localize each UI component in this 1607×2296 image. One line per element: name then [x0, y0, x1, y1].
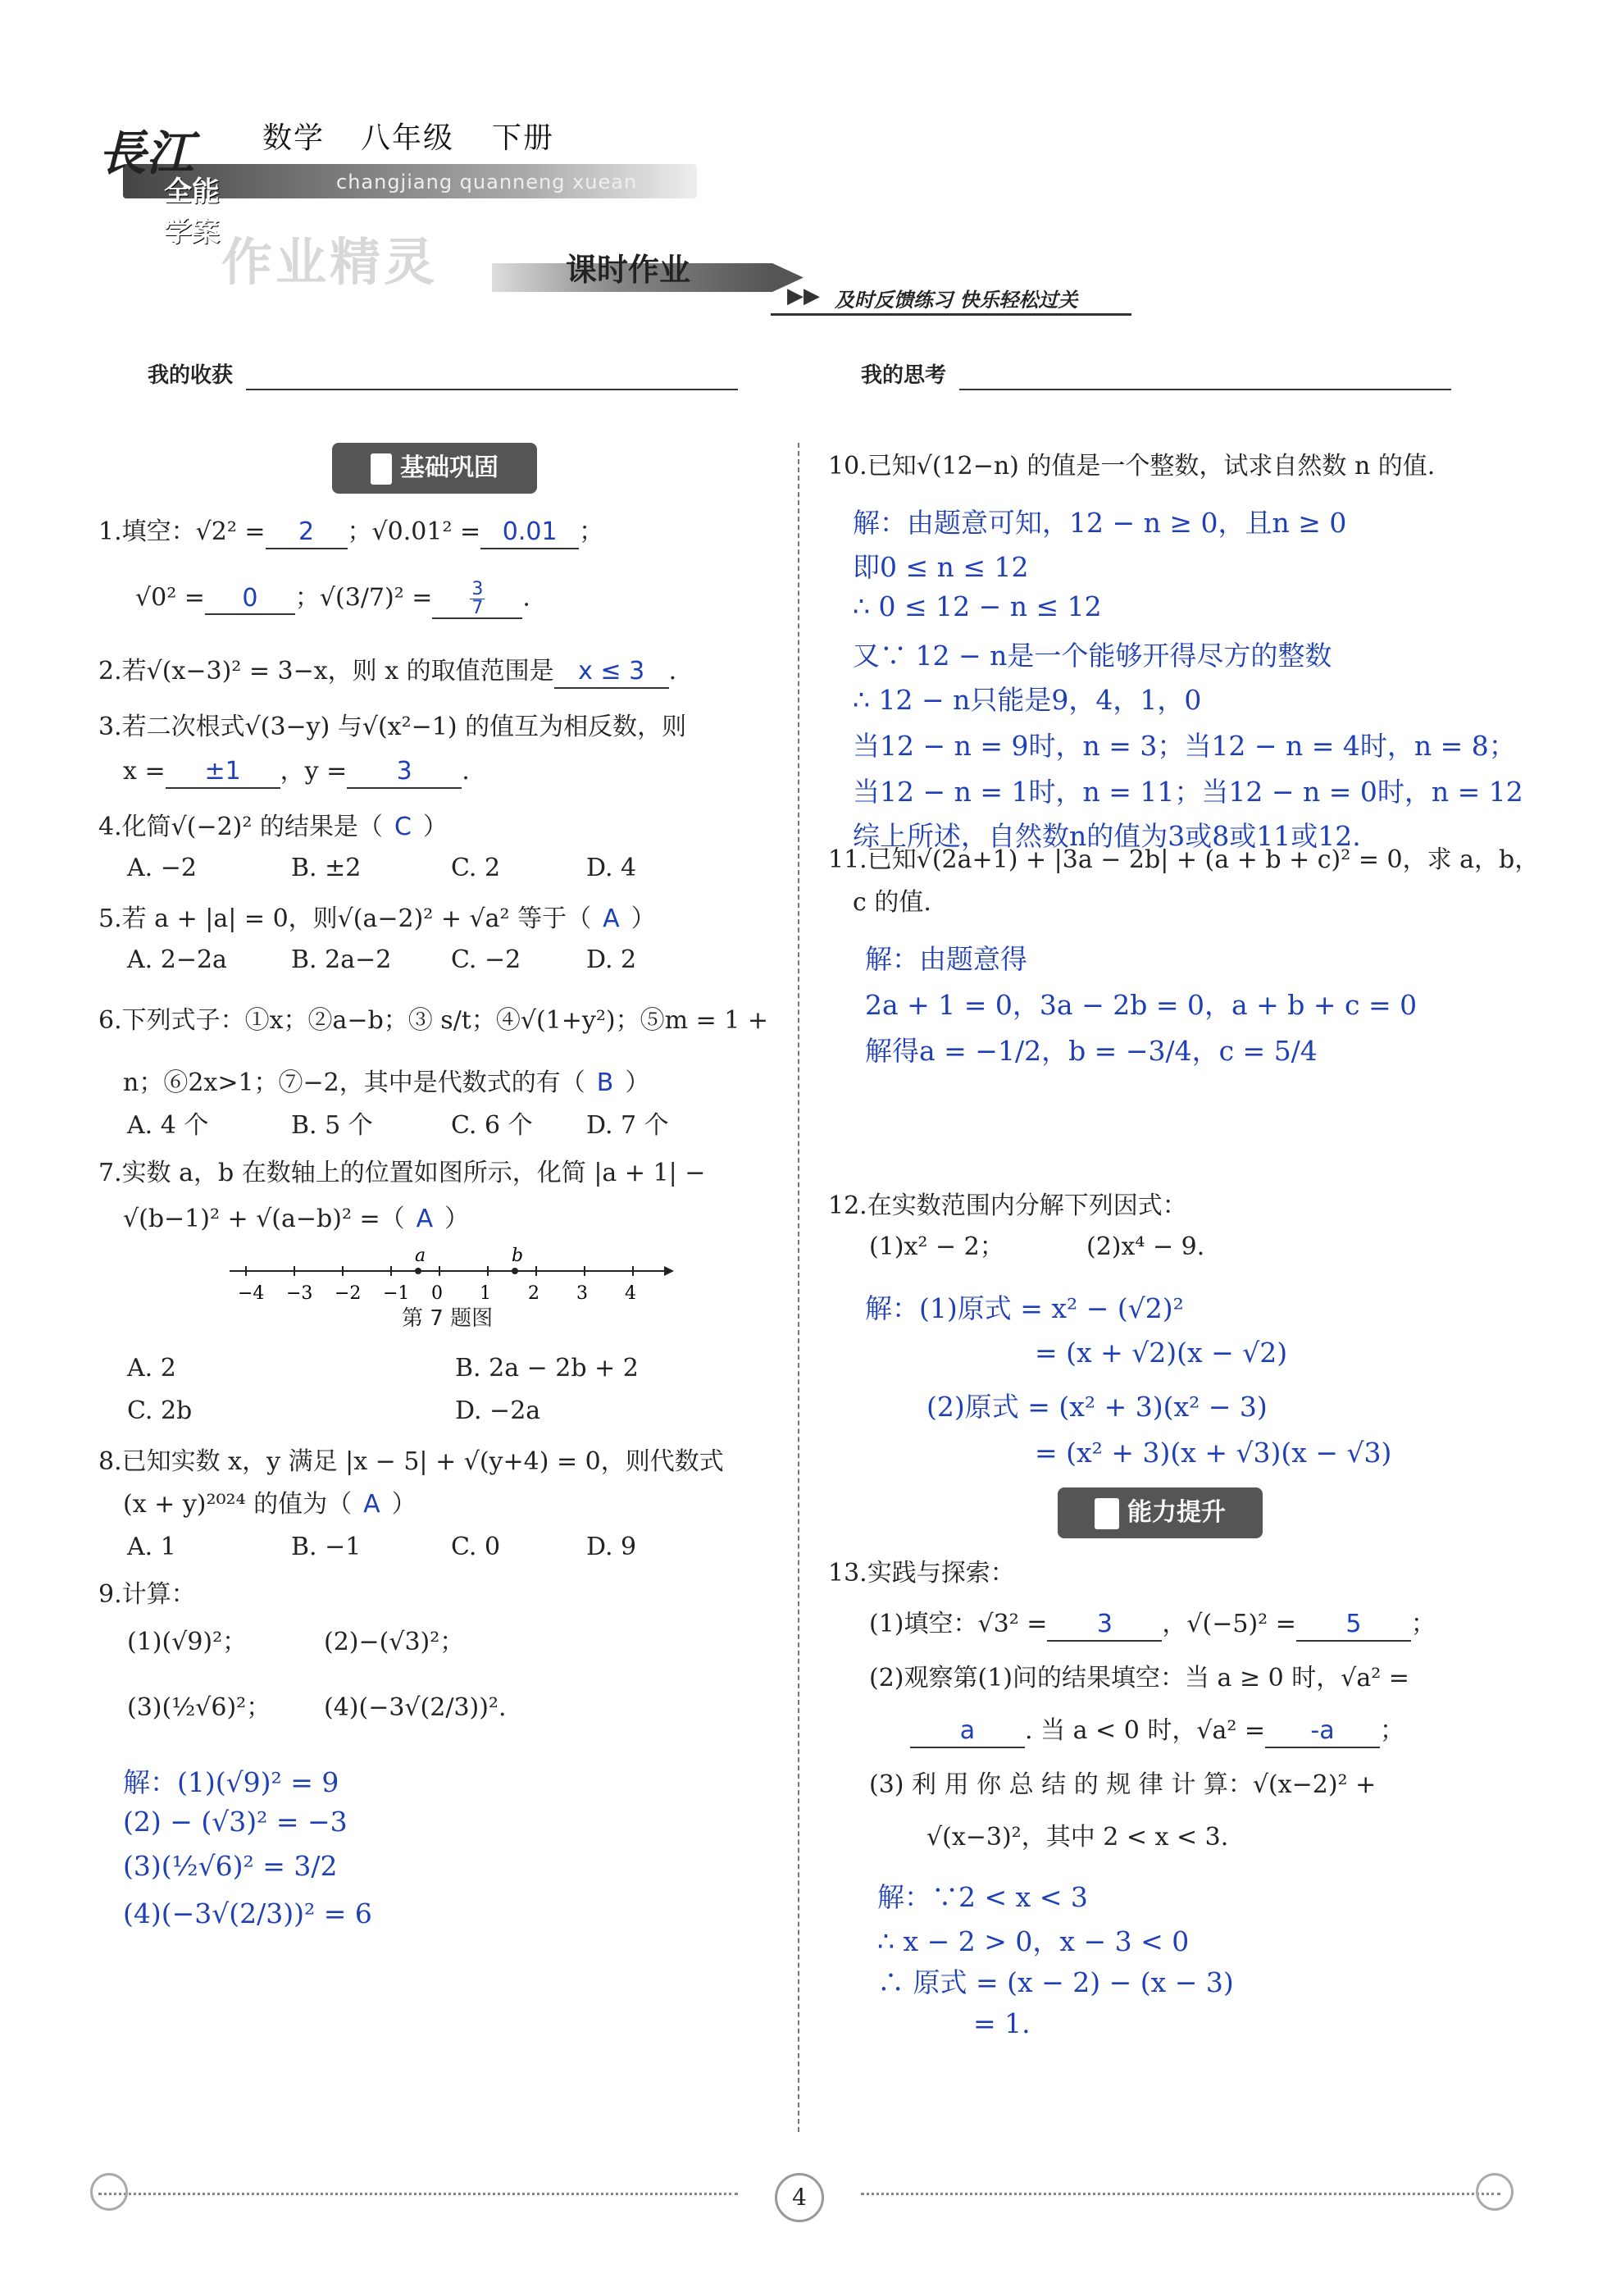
q12-solution-2: = (x + √2)(x − √2): [1035, 1337, 1288, 1369]
q8-option-c: C. 0: [451, 1533, 501, 1561]
q12-solution-1: 解：(1)原式 = x² − (√2)²: [865, 1292, 1184, 1324]
q7: 7.实数 a，b 在数轴上的位置如图所示，化简 |a + 1| −: [98, 1159, 706, 1187]
q3-answer-y: 3: [396, 757, 412, 786]
q9-solution-1: 解：(1)(√9)² = 9: [123, 1766, 339, 1798]
axis-tick-label: −2: [335, 1283, 362, 1304]
q13-solution-2: ∴ x − 2 > 0，x − 3 < 0: [877, 1925, 1190, 1957]
q8-option-a: A. 1: [127, 1533, 176, 1561]
q10-solution-1: 解：由题意可知，12 − n ≥ 0，且n ≥ 0: [853, 507, 1347, 539]
q6-option-b: B. 5 个: [291, 1111, 373, 1140]
q9-solution-4: (4)(−3√(2/3))² = 6: [123, 1897, 372, 1929]
banner-basic: [332, 443, 537, 494]
q7-option-c: C. 2b: [127, 1396, 193, 1425]
q12-item-1: (1)x² − 2；: [869, 1232, 1004, 1261]
q5-option-c: C. −2: [451, 945, 521, 974]
q1: 1.填空：√2² = 2 ；√0.01² = 0.01 ；: [98, 517, 603, 549]
q7-option-d: D. −2a: [455, 1396, 541, 1425]
q3: 3.若二次根式√(3−y) 与√(x²−1) 的值互为相反数，则: [98, 713, 687, 741]
q11-solution-1: 解：由题意得: [865, 943, 1027, 975]
section-slogan: 及时反馈练习 快乐轻松过关: [835, 289, 1078, 312]
q9-solution-2: (2) − (√3)² = −3: [123, 1806, 348, 1838]
header-grade: 八年级: [361, 121, 455, 155]
q4-option-b: B. ±2: [291, 854, 362, 882]
q13-part3: (3) 利 用 你 总 结 的 规 律 计 算：√(x−2)² +: [869, 1770, 1377, 1799]
footer-rule-right: [861, 2193, 1500, 2195]
q6-option-d: D. 7 个: [586, 1111, 669, 1140]
q4-answer: C: [394, 813, 412, 841]
page-number: 4: [775, 2173, 824, 2222]
q13-part3-line2: √(x−3)²，其中 2 < x < 3.: [926, 1823, 1229, 1852]
q11: 11.已知√(2a+1) + |3a − 2b| + (a + b + c)² = 0，求 a，b，: [828, 845, 1540, 874]
section-title: 课时作业: [566, 252, 691, 288]
q12-solution-3: (2)原式 = (x² + 3)(x² − 3): [926, 1391, 1268, 1423]
notebook-icon: [1095, 1498, 1119, 1529]
q13-solution-1: 解：∵2 < x < 3: [877, 1881, 1088, 1913]
q6: 6.下列式子：①x；②a−b；③ s/t；④√(1+y²)；⑤m = 1 +: [98, 1006, 769, 1035]
q12-item-2: (2)x⁴ − 9.: [1086, 1232, 1205, 1261]
q8-option-b: B. −1: [291, 1533, 362, 1561]
q11-line2: c 的值.: [853, 888, 931, 917]
q1-answer-4: $\frac{3}{7}$: [471, 579, 484, 618]
header-volume: 下册: [492, 121, 555, 155]
q9: 9.计算：: [98, 1580, 196, 1609]
q11-solution-2: 2a + 1 = 0，3a − 2b = 0，a + b + c = 0: [865, 989, 1418, 1021]
banner-basic-text: 基础巩固: [400, 453, 498, 482]
q4-option-a: A. −2: [127, 854, 197, 882]
q7-option-a: A. 2: [127, 1354, 176, 1383]
q2: 2.若√(x−3)² = 3−x，则 x 的取值范围是 x ≤ 3 .: [98, 656, 676, 689]
q13-part2: (2)观察第(1)问的结果填空：当 a ≥ 0 时，√a² =: [869, 1664, 1409, 1692]
watermark: 作业精灵: [221, 232, 439, 292]
q5-option-d: D. 2: [586, 945, 637, 974]
axis-tick-label: −4: [238, 1283, 265, 1304]
q6-option-c: C. 6 个: [451, 1111, 533, 1140]
point-a: [415, 1268, 421, 1274]
q8-option-d: D. 9: [586, 1533, 637, 1561]
q13-answer-3: a: [959, 1716, 976, 1745]
think-label: 我的思考: [861, 363, 947, 388]
axis-tick-label: 3: [576, 1283, 588, 1304]
logo: [90, 115, 246, 248]
q8-line2: (x + y)²⁰²⁴ 的值为（ A ）: [123, 1490, 417, 1519]
axis-tick-label: −3: [286, 1283, 313, 1304]
footer-ornament-right: [1476, 2173, 1514, 2211]
q11-solution-3: 解得a = −1/2，b = −3/4，c = 5/4: [865, 1035, 1318, 1067]
q10-solution-7: 当12 − n = 1时，n = 11；当12 − n = 0时，n = 12: [853, 776, 1523, 808]
gain-label: 我的收获: [148, 363, 234, 388]
q6-option-a: A. 4 个: [127, 1111, 209, 1140]
q3-answer-x: ±1: [204, 757, 241, 786]
section-header: [492, 238, 1131, 320]
q1-line2: √0² = 0 ；√(3/7)² = $\frac{3}{7}$ .: [135, 579, 530, 618]
q8: 8.已知实数 x，y 满足 |x − 5| + √(y+4) = 0，则代数式: [98, 1447, 724, 1476]
q5-option-b: B. 2a−2: [291, 945, 392, 974]
arrow-icon: ▶▶: [787, 284, 820, 308]
column-divider: [798, 443, 799, 2132]
q12-solution-4: = (x² + 3)(x + √3)(x − √3): [1035, 1437, 1392, 1469]
q13-solution-3: ∴ 原式 = (x − 2) − (x − 3): [877, 1966, 1234, 1998]
q1-answer-3: 0: [242, 583, 258, 613]
q9-item-4: (4)(−3√(2/3))².: [324, 1693, 507, 1722]
q10-solution-3: ∴ 0 ≤ 12 − n ≤ 12: [853, 590, 1102, 622]
q1-answer-2: 0.01: [502, 517, 558, 546]
logo-text: 長江: [98, 125, 194, 181]
banner-advance: [1058, 1487, 1263, 1538]
q9-item-1: (1)(√9)²；: [127, 1628, 248, 1656]
q9-item-3: (3)(½√6)²；: [127, 1693, 271, 1722]
q13-answer-2: 5: [1345, 1610, 1362, 1638]
q13-answer-1: 3: [1096, 1610, 1113, 1638]
q7-answer: A: [416, 1205, 434, 1233]
q12: 12.在实数范围内分解下列因式：: [828, 1191, 1187, 1220]
q7-line2: √(b−1)² + √(a−b)² =（ A ）: [123, 1205, 470, 1233]
axis-tick-label: 0: [431, 1283, 443, 1304]
q13-part1: (1)填空：√3² = 3 ，√(−5)² = 5 ；: [869, 1609, 1436, 1642]
footer-rule-left: [98, 2193, 738, 2195]
header: [90, 98, 697, 248]
q3-line2: x = ±1 ，y = 3 .: [123, 756, 470, 789]
axis-tick-label: 4: [625, 1283, 636, 1304]
q7-caption: 第 7 题图: [402, 1306, 494, 1331]
axis-tick-label: −1: [383, 1283, 410, 1304]
q13-solution-4: = 1.: [973, 2007, 1031, 2039]
q5-answer: A: [603, 904, 620, 933]
footer-ornament-left: [90, 2173, 128, 2211]
q9-item-2: (2)−(√3)²；: [324, 1628, 465, 1656]
q10-solution-8: 综上所述，自然数n的值为3或8或11或12.: [853, 820, 1361, 852]
q10-solution-4: 又∵ 12 − n是一个能够开得尽方的整数: [853, 640, 1332, 672]
notebook-icon: [371, 453, 392, 485]
q4-option-d: D. 4: [586, 854, 637, 882]
q7-option-b: B. 2a − 2b + 2: [455, 1354, 639, 1383]
banner-advance-text: 能力提升: [1127, 1498, 1226, 1527]
q10: 10.已知√(12−n) 的值是一个整数，试求自然数 n 的值.: [828, 452, 1436, 481]
q13: 13.实践与探索：: [828, 1559, 1015, 1588]
q1-answer-1: 2: [298, 517, 315, 546]
header-pinyin: changjiang quanneng xuean: [336, 171, 638, 194]
q9-solution-3: (3)(½√6)² = 3/2: [123, 1850, 338, 1882]
q4: 4.化简√(−2)² 的结果是（ C ）: [98, 813, 448, 841]
q5-option-a: A. 2−2a: [127, 945, 227, 974]
think-line[interactable]: [959, 389, 1451, 390]
logo-subtitle: 全能学案: [164, 175, 220, 248]
point-a-label: a: [415, 1246, 426, 1266]
q6-answer: B: [596, 1068, 614, 1097]
q4-option-c: C. 2: [451, 854, 501, 882]
q13-answer-4: -a: [1310, 1716, 1335, 1745]
q5: 5.若 a + |a| = 0，则√(a−2)² + √a² 等于（ A ）: [98, 904, 656, 933]
gain-line[interactable]: [246, 389, 738, 390]
point-b: [512, 1268, 518, 1274]
point-b-label: b: [512, 1246, 524, 1266]
axis-tick-label: 1: [480, 1283, 491, 1304]
q2-answer: x ≤ 3: [578, 657, 645, 686]
q10-solution-2: 即0 ≤ n ≤ 12: [853, 551, 1029, 583]
q10-solution-5: ∴ 12 − n只能是9，4，1，0: [853, 684, 1202, 716]
q13-part2-line2: a . 当 a < 0 时，√a² = -a ；: [910, 1715, 1404, 1748]
q10-solution-6: 当12 − n = 9时，n = 3；当12 − n = 4时，n = 8；: [853, 730, 1516, 762]
slogan-underline: [771, 313, 1131, 316]
q6-line2: n；⑥2x>1；⑦−2，其中是代数式的有（ B ）: [123, 1068, 650, 1097]
axis-tick-label: 2: [528, 1283, 539, 1304]
header-subject: 数学: [262, 121, 325, 155]
number-line-arrow: [664, 1266, 674, 1276]
q8-answer: A: [363, 1490, 380, 1519]
